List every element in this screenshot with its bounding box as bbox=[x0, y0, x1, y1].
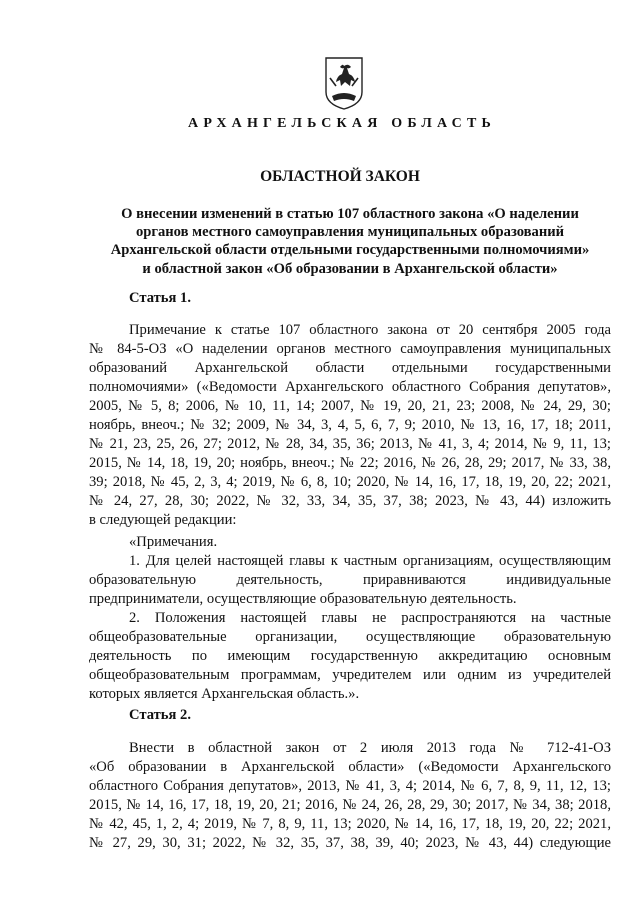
law-title-line: Архангельской области отдельными государственными полномочиями» bbox=[110, 242, 590, 259]
article-2-line: № 27, 29, 30, 31; 2022, № 32, 35, 37, 38, 39, 40; 2023, № 43, 44) следующие bbox=[89, 835, 611, 851]
article-1-line: Примечание к статье 107 областного закона от 20 сентября 2005 года bbox=[129, 322, 611, 338]
region-title: АРХАНГЕЛЬСКАЯ ОБЛАСТЬ bbox=[188, 116, 496, 131]
article-1-line: № 84-5-ОЗ «О наделении органов местного самоуправления муниципальных bbox=[89, 341, 611, 357]
article-2-line: Внести в областной закон от 2 июля 2013 года № 712-41-ОЗ bbox=[129, 740, 611, 756]
law-title-line: органов местного самоуправления муниципальных образований bbox=[135, 224, 565, 241]
note-line: 1. Для целей настоящей главы к частным организациям, осуществляющим bbox=[129, 553, 611, 569]
article-1-line: в следующей редакции: bbox=[89, 512, 237, 528]
law-title-line: и областной закон «Об образовании в Архангельской области» bbox=[142, 260, 558, 277]
note-line: «Примечания. bbox=[129, 534, 218, 550]
article-1-line: 2015, № 14, 18, 19, 20; ноябрь, внеоч.; № 22; 2016, № 26, 28, 29; 2017, № 33, 38, bbox=[89, 455, 611, 471]
article-2-line: областного Собрания депутатов», 2013, № 41, 3, 4; 2014, № 6, 7, 8, 9, 11, 12, 13; bbox=[89, 778, 611, 794]
note-line: 2. Положения настоящей главы не распространяются на частные bbox=[129, 610, 611, 626]
article-1-line: № 21, 23, 25, 26, 27; 2012, № 28, 34, 35, 36; 2013, № 41, 3, 4; 2014, № 9, 11, 13; bbox=[89, 436, 611, 452]
article-1-line: 2005, № 5, 8; 2006, № 10, 11, 14; 2007, № 19, 20, 21, 23; 2008, № 24, 29, 30; bbox=[89, 398, 611, 414]
article-1-line: 39; 2018, № 45, 2, 3, 4; 2019, № 6, 8, 10; 2020, № 14, 16, 17, 18, 19, 20, 22; 2021, bbox=[89, 474, 611, 490]
article-1-heading: Статья 1. bbox=[129, 290, 191, 306]
article-2-heading: Статья 2. bbox=[129, 707, 191, 723]
article-1-line: полномочиями» («Ведомости Архангельского областного Собрания депутатов», bbox=[89, 379, 611, 395]
law-title-line: О внесении изменений в статью 107 областного закона «О наделении bbox=[121, 206, 579, 222]
article-1-line: образований Архангельской области отдельными государственными bbox=[89, 360, 611, 376]
coat-of-arms-icon bbox=[324, 56, 364, 110]
note-line: которых является Архангельская область.». bbox=[89, 686, 360, 702]
note-line: деятельность по имеющим государственную аккредитацию основным bbox=[89, 648, 611, 664]
note-line: предприниматели, осуществляющие образовательную деятельность. bbox=[89, 591, 517, 607]
note-line: общеобразовательные организации, осуществляющие образовательную bbox=[89, 629, 611, 645]
law-title bbox=[90, 205, 610, 278]
note-line: образовательную деятельность, приравниваются индивидуальные bbox=[89, 572, 611, 588]
article-2-line: № 42, 45, 1, 2, 4; 2019, № 7, 8, 9, 11, 13; 2020, № 14, 16, 17, 18, 19, 20, 22; 2021, bbox=[89, 816, 611, 832]
note-line: общеобразовательным программам, учредителем или одним из учредителей bbox=[89, 667, 611, 683]
article-2-line: «Об образовании в Архангельской области» («Ведомости Архангельского bbox=[89, 759, 611, 775]
law-type-heading: ОБЛАСТНОЙ ЗАКОН bbox=[260, 168, 420, 185]
article-1-line: ноябрь, внеоч.; № 32; 2009, № 34, 3, 4, 5, 6, 7, 9; 2010, № 13, 16, 17, 18; 2011, bbox=[89, 417, 611, 433]
article-2-line: 2015, № 14, 16, 17, 18, 19, 20, 21; 2016, № 24, 26, 28, 29, 30; 2017, № 34, 38; 2018, bbox=[89, 797, 611, 813]
article-1-line: № 24, 27, 28, 30; 2022, № 32, 33, 34, 35, 37, 38; 2023, № 43, 44) изложить bbox=[89, 493, 611, 509]
